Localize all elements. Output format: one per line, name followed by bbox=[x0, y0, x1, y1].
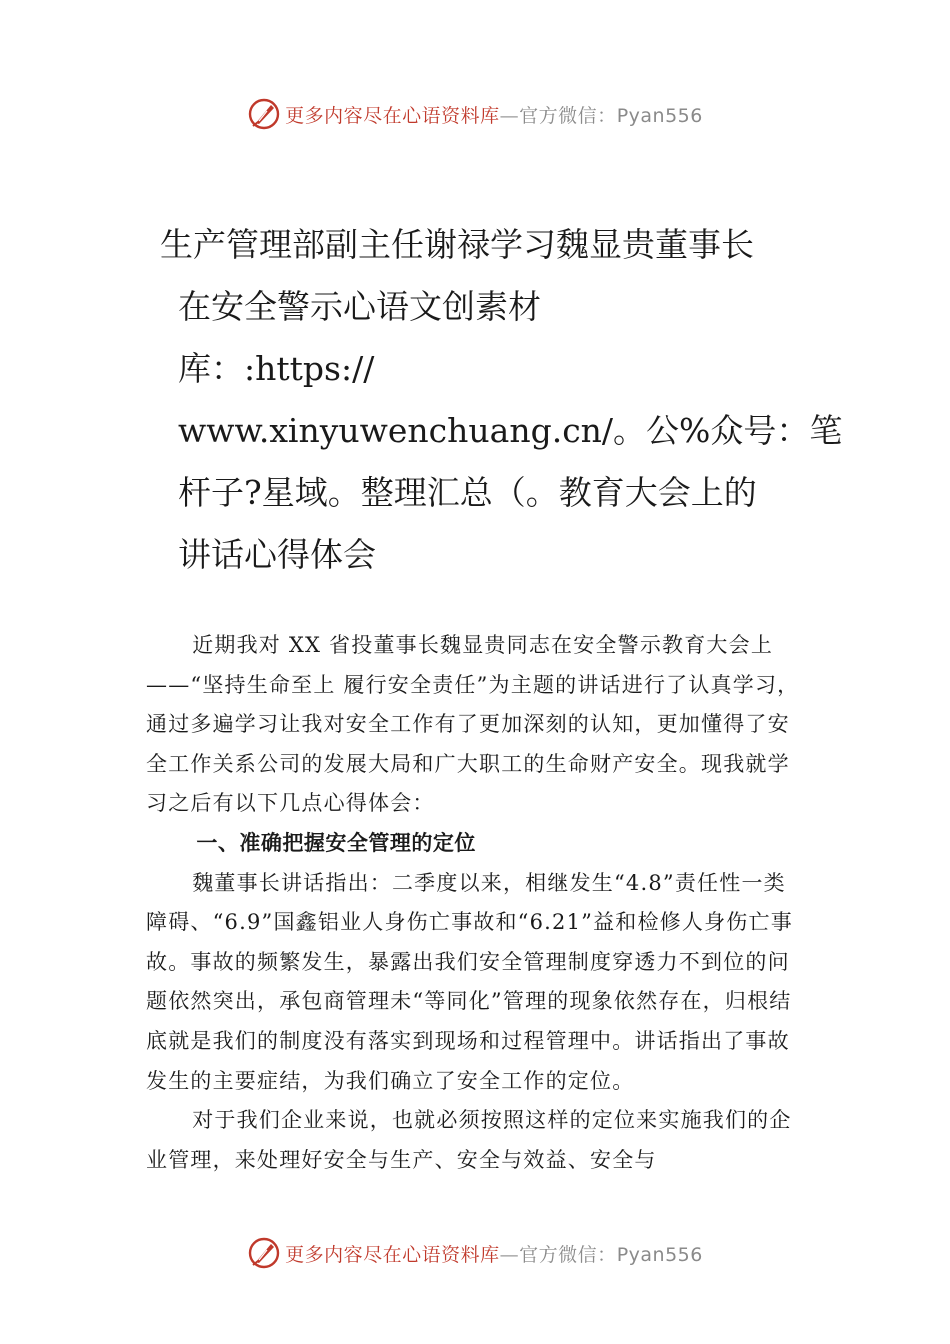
watermark-text: 更多内容尽在心语资料库—官方微信：Pyan556 bbox=[285, 104, 703, 127]
watermark-header bbox=[0, 94, 950, 134]
feather-pen-circle-logo-icon bbox=[247, 97, 281, 131]
title-line-6: 讲话心得体会 bbox=[178, 535, 376, 574]
title-line-5: 杆子?星域。整理汇总（。教育大会上的 bbox=[178, 473, 757, 512]
document-title bbox=[160, 214, 843, 586]
feather-pen-circle-logo-icon bbox=[247, 1236, 281, 1270]
title-line-4: www.xinyuwenchuang.cn/。公%众号：笔 bbox=[178, 411, 843, 450]
title-line-1: 生产管理部副主任谢禄学习魏显贵董事长 bbox=[160, 225, 754, 264]
document-body bbox=[146, 626, 806, 1180]
title-line-2: 在安全警示心语文创素材 bbox=[178, 287, 541, 326]
watermark-footer bbox=[0, 1233, 950, 1273]
paragraph-speech-summary: 魏董事长讲话指出：二季度以来，相继发生“4.8”责任性一类障碍、“6.9”国鑫铝业人身伤亡事故和“6.21”益和检修人身伤亡事故。事故的频繁发生，暴露出我们安全管理制度穿透力不到位的问题依然突出，承包商管理未“等同化”管理的现象依然存在，归根结底就是我们的制度没有落实到现场和过程管理中。讲话指出了事故发生的主要症结，为我们确立了安全工作的定位。 bbox=[146, 870, 793, 1093]
paragraph-enterprise: 对于我们企业来说，也就必须按照这样的定位来实施我们的企业管理，来处理好安全与生产、安全与效益、安全与 bbox=[146, 1108, 792, 1172]
watermark-text: 更多内容尽在心语资料库—官方微信：Pyan556 bbox=[285, 1243, 703, 1266]
paragraph-intro: 近期我对 XX 省投董事长魏显贵同志在安全警示教育大会上——“坚持生命至上 履行安全责任”为主题的讲话进行了认真学习，通过多遍学习让我对安全工作有了更加深刻的认知，更加懂得了安全工作关系公司的发展大局和广大职工的生命财产安全。现我就学习之后有以下几点心得体会： bbox=[146, 633, 800, 816]
title-line-3: 库：:https:// bbox=[178, 349, 375, 388]
section-heading-1: 一、准确把握安全管理的定位 bbox=[196, 830, 476, 855]
